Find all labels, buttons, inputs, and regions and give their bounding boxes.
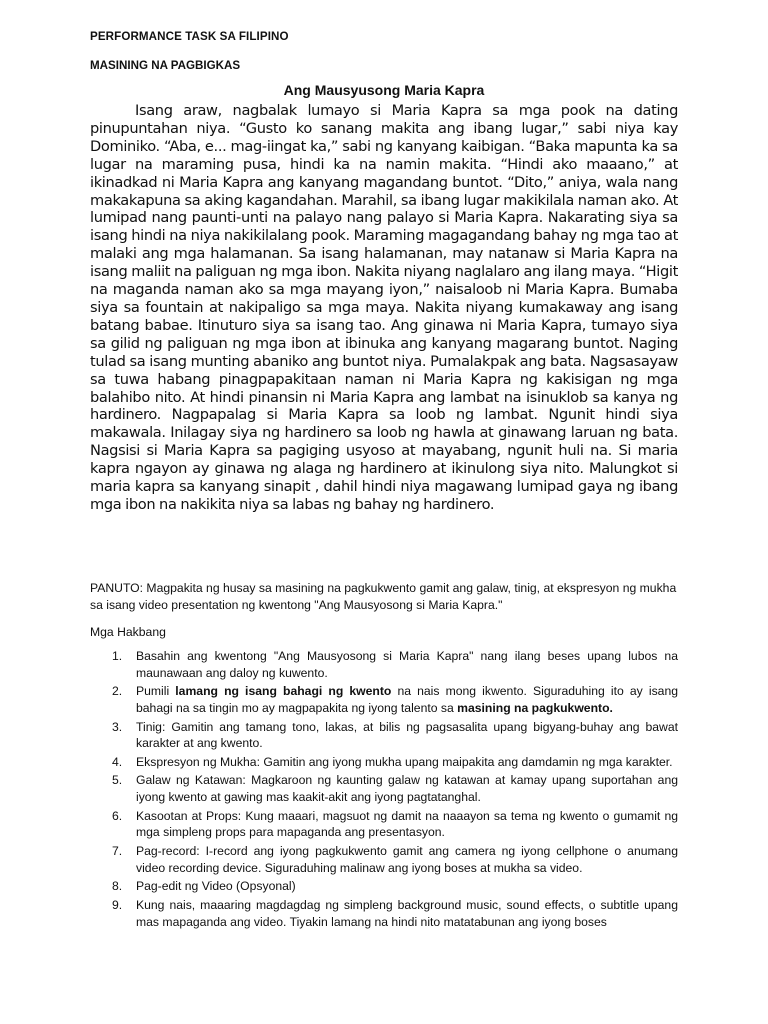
list-item <box>90 754 678 771</box>
list-item <box>90 772 678 805</box>
step-text: Kung nais, maaaring magdagdag ng simpleng background music, sound effects, o subtitle upang mas mapaganda ang video. Tiyakin lamang na hindi nito matatabunan ang iyong boses <box>136 897 678 929</box>
steps-heading: Mga Hakbang <box>90 625 166 639</box>
step-text: Basahin ang kwentong "Ang Mausyosong si Maria Kapra" nang ilang beses upang lubos na maunawaan ang daloy ng kuwento. <box>136 649 678 680</box>
step-number: 2. <box>112 684 123 699</box>
step-number: 7. <box>112 844 123 859</box>
instructions-paragraph: PANUTO: Magpakita ng husay sa masining na pagkukwento gamit ang galaw, tinig, at ekspresyon ng mukha sa isang video presentation ng kwentong "Ang Mausyosong si Maria Kapra." <box>90 581 677 612</box>
course-heading: PERFORMANCE TASK SA FILIPINO <box>90 30 289 43</box>
step-text-pre: Pumili <box>136 684 176 699</box>
step-number: 1. <box>112 649 123 663</box>
step-text: Tinig: Gamitin ang tamang tono, lakas, at bilis ng pagsasalita upang bigyang-buhay ang bawat karakter at ang kwento. <box>136 719 678 751</box>
list-item <box>90 719 678 752</box>
step-text: Pag-edit ng Video (Opsyonal) <box>136 879 296 894</box>
list-item <box>90 648 678 681</box>
step-number: 8. <box>112 879 123 894</box>
step-text-bold: masining na pagkukwento. <box>457 701 613 715</box>
step-number: 6. <box>112 808 123 823</box>
steps-list <box>90 648 678 932</box>
list-item <box>90 843 678 876</box>
list-item <box>90 683 678 716</box>
step-text-bold: lamang ng isang bahagi ng kwento <box>175 684 392 699</box>
step-text: Kasootan at Props: Kung maaari, magsuot ng damit na naaayon sa tema ng kwento o gumamit ng mga simpleng props para mapaganda ang presentasyon. <box>136 808 678 840</box>
list-item <box>90 897 678 930</box>
task-heading: MASINING NA PAGBIGKAS <box>90 59 241 72</box>
step-text: Ekspresyon ng Mukha: Gamitin ang iyong mukha upang maipakita ang damdamin ng mga karakter. <box>136 754 673 769</box>
step-number: 3. <box>112 719 123 734</box>
step-number: 5. <box>112 773 123 788</box>
step-text: Pag-record: I-record ang iyong pagkukwento gamit ang camera ng iyong cellphone o anumang video recording device. Siguraduhing malinaw ang iyong boses at mukha sa video. <box>136 844 678 875</box>
step-number: 9. <box>112 897 123 912</box>
list-item <box>90 808 678 841</box>
list-item <box>90 878 678 895</box>
step-number: 4. <box>112 754 123 769</box>
story-body: Isang araw, nagbalak lumayo si Maria Kapra sa mga pook na dating pinupuntahan niya. “Gusto ko sanang makita ang ibang lugar,” sabi niya kay Dominiko. “Aba, e... mag-iingat ka,” sabi ng kanyang kaibigan. “Baka mapunta ka sa lugar na maraming pusa, hindi ka na namin makita. “Hindi ako maaano,” at ikinadkad ni Maria Kapra ang kanyang magandang buntot. “Dito,” aniya, wala nang makakapuna sa aking kagandahan. Marahil, sa ibang lugar makikilala naman ako. At lumipad nang paunti-unti na palayo nang palayo si Maria Kapra. Nakarating siya sa isang hindi na niya nakikilalang pook. Maraming magagandang bahay ng mga tao at malaki ang mga halamanan. Sa isang halamanan, may natanaw si Maria Kapra na isang maliit na paliguan ng mga ibon. Nakita niyang naglalaro ang ilang maya. “Higit na maganda naman ako sa mga mayang iyon,” naisaloob ni Maria Kapra. Bumaba siya sa fountain at nakipaligo sa mga maya. Nakita niyang kumakaway ang isang batang babae. Itinuturo siya sa isang tao. Ang ginawa ni Maria Kapra, tumayo siya sa gilid ng paliguan ng mga ibon at ibinuka ang kanyang magarang buntot. Naging tulad sa isang munting abaniko ang buntot niya. Pumalakpak ang bata. Nagsasayaw sa tuwa habang pinagpapakitaan naman ni Maria Kapra ng kakisigan ng mga balahibo nito. At hindi pinansin ni Maria Kapra ang lambat na isinuklob sa kanya ng hardinero. Nagpapalag si Maria Kapra sa loob ng lambat. Ngunit hindi siya makawala. Inilagay siya ng hardinero sa loob ng hawla at ginawang laruan ng bata. Nagsisi si Maria Kapra sa pagiging usyoso at mayabang, ngunit huli na. Si maria kapra ngayon ay ginawa ng alaga ng hardinero at ikinulong siya nito. Malungkot si maria kapra sa kanyang sinapit , dahil hindi niya magawang lumipad gaya ng ibang mga ibon na nakikita niya sa labas ng bahay ng hardinero. <box>90 102 678 513</box>
step-text: Galaw ng Katawan: Magkaroon ng kaunting galaw ng katawan at kamay upang suportahan ang iyong kwento at gawing mas kaakit-akit ang iyong pagtatanghal. <box>136 773 678 805</box>
story-title: Ang Mausyusong Maria Kapra <box>283 82 485 98</box>
step-text-mid: na nais mong ikwento. Siguraduhing ito ay isang bahagi na sa tingin mo ay magpapakita ng iyong talento sa <box>136 684 679 715</box>
